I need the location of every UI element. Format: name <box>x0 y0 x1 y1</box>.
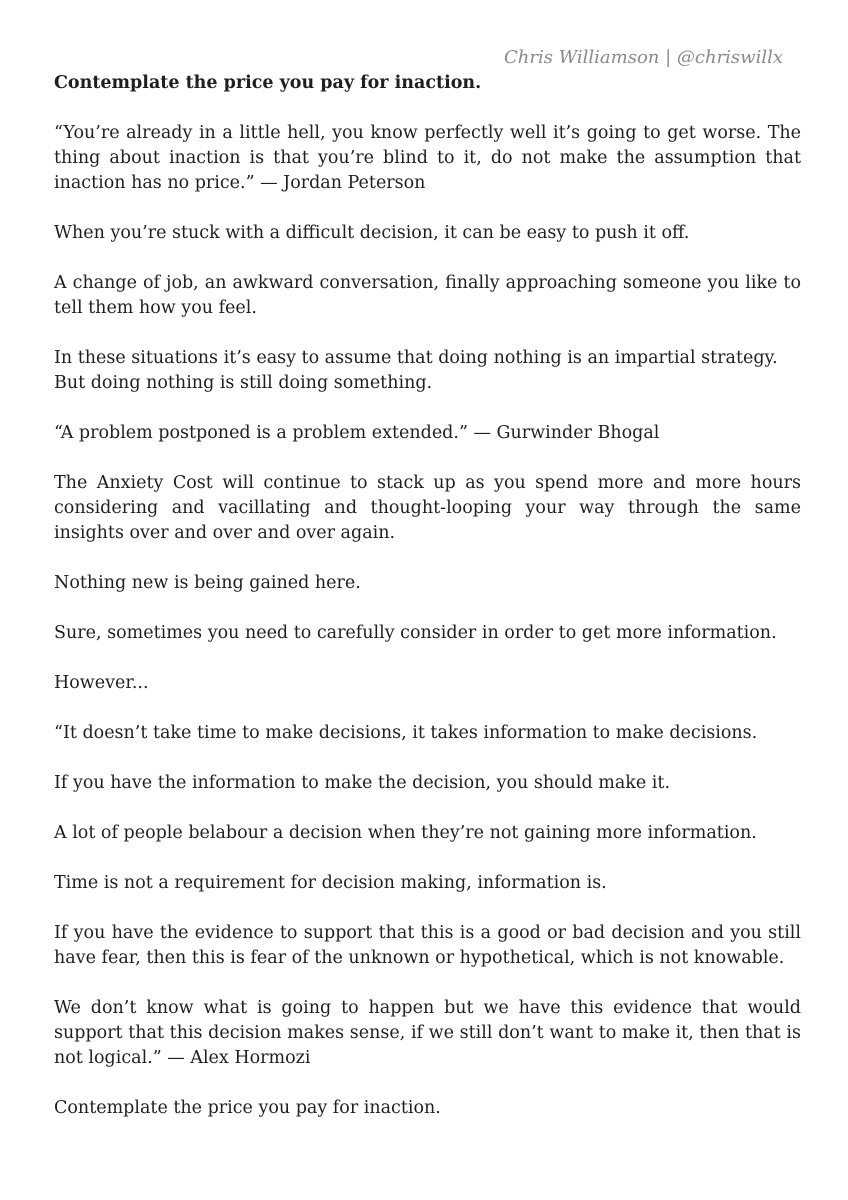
paragraph-carefully-consider: Sure, sometimes you need to carefully consider in order to get more information. <box>54 623 777 643</box>
paragraph-however: However... <box>54 673 149 693</box>
paragraph-closing: Contemplate the price you pay for inaction. <box>54 1098 441 1118</box>
paragraph-nothing-new: Nothing new is being gained here. <box>54 573 361 593</box>
document-body <box>54 71 801 1146</box>
paragraph-hormozi-quote-start: “It doesn’t take time to make decisions, it takes information to make decisions. <box>54 723 758 743</box>
document-title: Contemplate the price you pay for inaction. <box>54 73 482 93</box>
paragraph-bhogal-quote: “A problem postponed is a problem extended.” — Gurwinder Bhogal <box>54 423 660 443</box>
paragraph-change-of-job: A change of job, an awkward conversation, finally approaching someone you like to tell them how you feel. <box>54 273 801 318</box>
author-byline: Chris Williamson | @chriswillx <box>504 47 783 68</box>
paragraph-anxiety-cost: The Anxiety Cost will continue to stack up as you spend more and more hours considering and vacillating and thought-looping your way through the same insights over and over and over again. <box>54 473 801 543</box>
paragraph-have-information: If you have the information to make the decision, you should make it. <box>54 773 671 793</box>
paragraph-evidence-fear: If you have the evidence to support that this is a good or bad decision and you still have fear, then this is fear of the unknown or hypothetical, which is not knowable. <box>54 923 801 968</box>
paragraph-belabour-decision: A lot of people belabour a decision when they’re not gaining more information. <box>54 823 757 843</box>
paragraph-hormozi-quote-end: We don’t know what is going to happen but we have this evidence that would support that this decision makes sense, if we still don’t want to make it, then that is not logical.” — Alex Hormozi <box>54 998 801 1068</box>
paragraph-difficult-decision: When you’re stuck with a difficult decision, it can be easy to push it off. <box>54 223 690 243</box>
paragraph-time-not-requirement: Time is not a requirement for decision making, information is. <box>54 873 607 893</box>
paragraph-doing-nothing: In these situations it’s easy to assume that doing nothing is an impartial strategy. But doing nothing is still doing something. <box>54 348 778 393</box>
paragraph-peterson-quote: “You’re already in a little hell, you know perfectly well it’s going to get worse. The thing about inaction is that you’re blind to it, do not make the assumption that inaction has no price.” — Jordan Peterson <box>54 123 801 193</box>
